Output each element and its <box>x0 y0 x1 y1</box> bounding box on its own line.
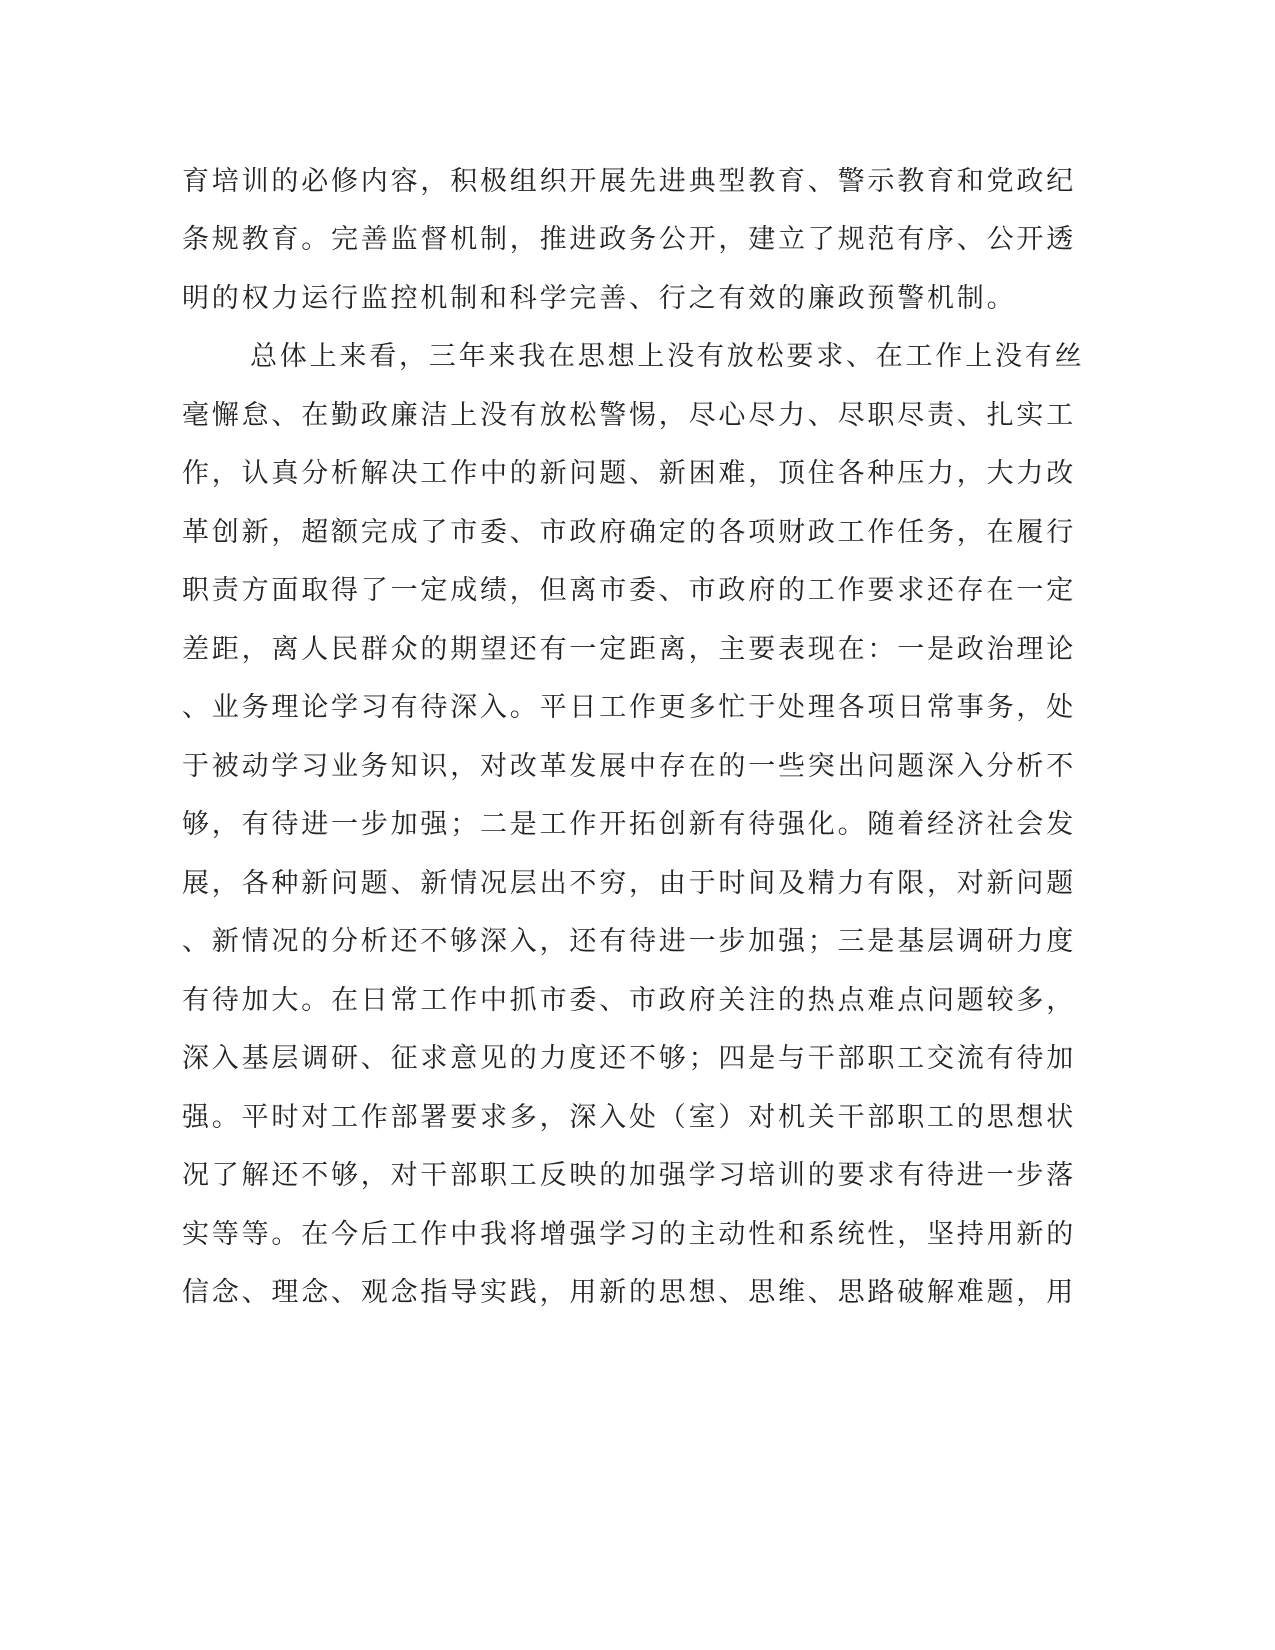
text-line: 强。平时对工作部署要求多，深入处（室）对机关干部职工的思想状 <box>182 1102 1076 1133</box>
text-line: 信念、理念、观念指导实践，用新的思想、思维、思路破解难题，用 <box>182 1277 1076 1308</box>
text-line: 深入基层调研、征求意见的力度还不够；四是与干部职工交流有待加 <box>182 1043 1076 1074</box>
text-line: 差距，离人民群众的期望还有一定距离，主要表现在：一是政治理论 <box>182 634 1076 665</box>
text-line: 毫懈怠、在勤政廉洁上没有放松警惕，尽心尽力、尽职尽责、扎实工 <box>182 400 1076 431</box>
text-line: 、业务理论学习有待深入。平日工作更多忙于处理各项日常事务，处 <box>182 692 1076 723</box>
text-line: 于被动学习业务知识，对改革发展中存在的一些突出问题深入分析不 <box>182 751 1076 782</box>
text-line: 有待加大。在日常工作中抓市委、市政府关注的热点难点问题较多， <box>182 985 1076 1016</box>
text-line: 职责方面取得了一定成绩，但离市委、市政府的工作要求还存在一定 <box>182 575 1076 606</box>
text-line: 况了解还不够，对干部职工反映的加强学习培训的要求有待进一步落 <box>182 1160 1076 1191</box>
text-line: 育培训的必修内容，积极组织开展先进典型教育、警示教育和党政纪 <box>182 166 1076 197</box>
paragraph-first-line: 总体上来看，三年来我在思想上没有放松要求、在工作上没有丝 <box>250 341 1085 372</box>
text-line: 够，有待进一步加强；二是工作开拓创新有待强化。随着经济社会发 <box>182 809 1076 840</box>
text-line: 明的权力运行监控机制和科学完善、行之有效的廉政预警机制。 <box>182 283 1017 314</box>
text-line: 作，认真分析解决工作中的新问题、新困难，顶住各种压力，大力改 <box>182 458 1076 489</box>
text-line: 条规教育。完善监督机制，推进政务公开，建立了规范有序、公开透 <box>182 224 1076 255</box>
text-line: 、新情况的分析还不够深入，还有待进一步加强；三是基层调研力度 <box>182 926 1076 957</box>
text-line: 展，各种新问题、新情况层出不穷，由于时间及精力有限，对新问题 <box>182 868 1076 899</box>
text-line: 革创新，超额完成了市委、市政府确定的各项财政工作任务，在履行 <box>182 517 1076 548</box>
text-line: 实等等。在今后工作中我将增强学习的主动性和系统性，坚持用新的 <box>182 1219 1076 1250</box>
